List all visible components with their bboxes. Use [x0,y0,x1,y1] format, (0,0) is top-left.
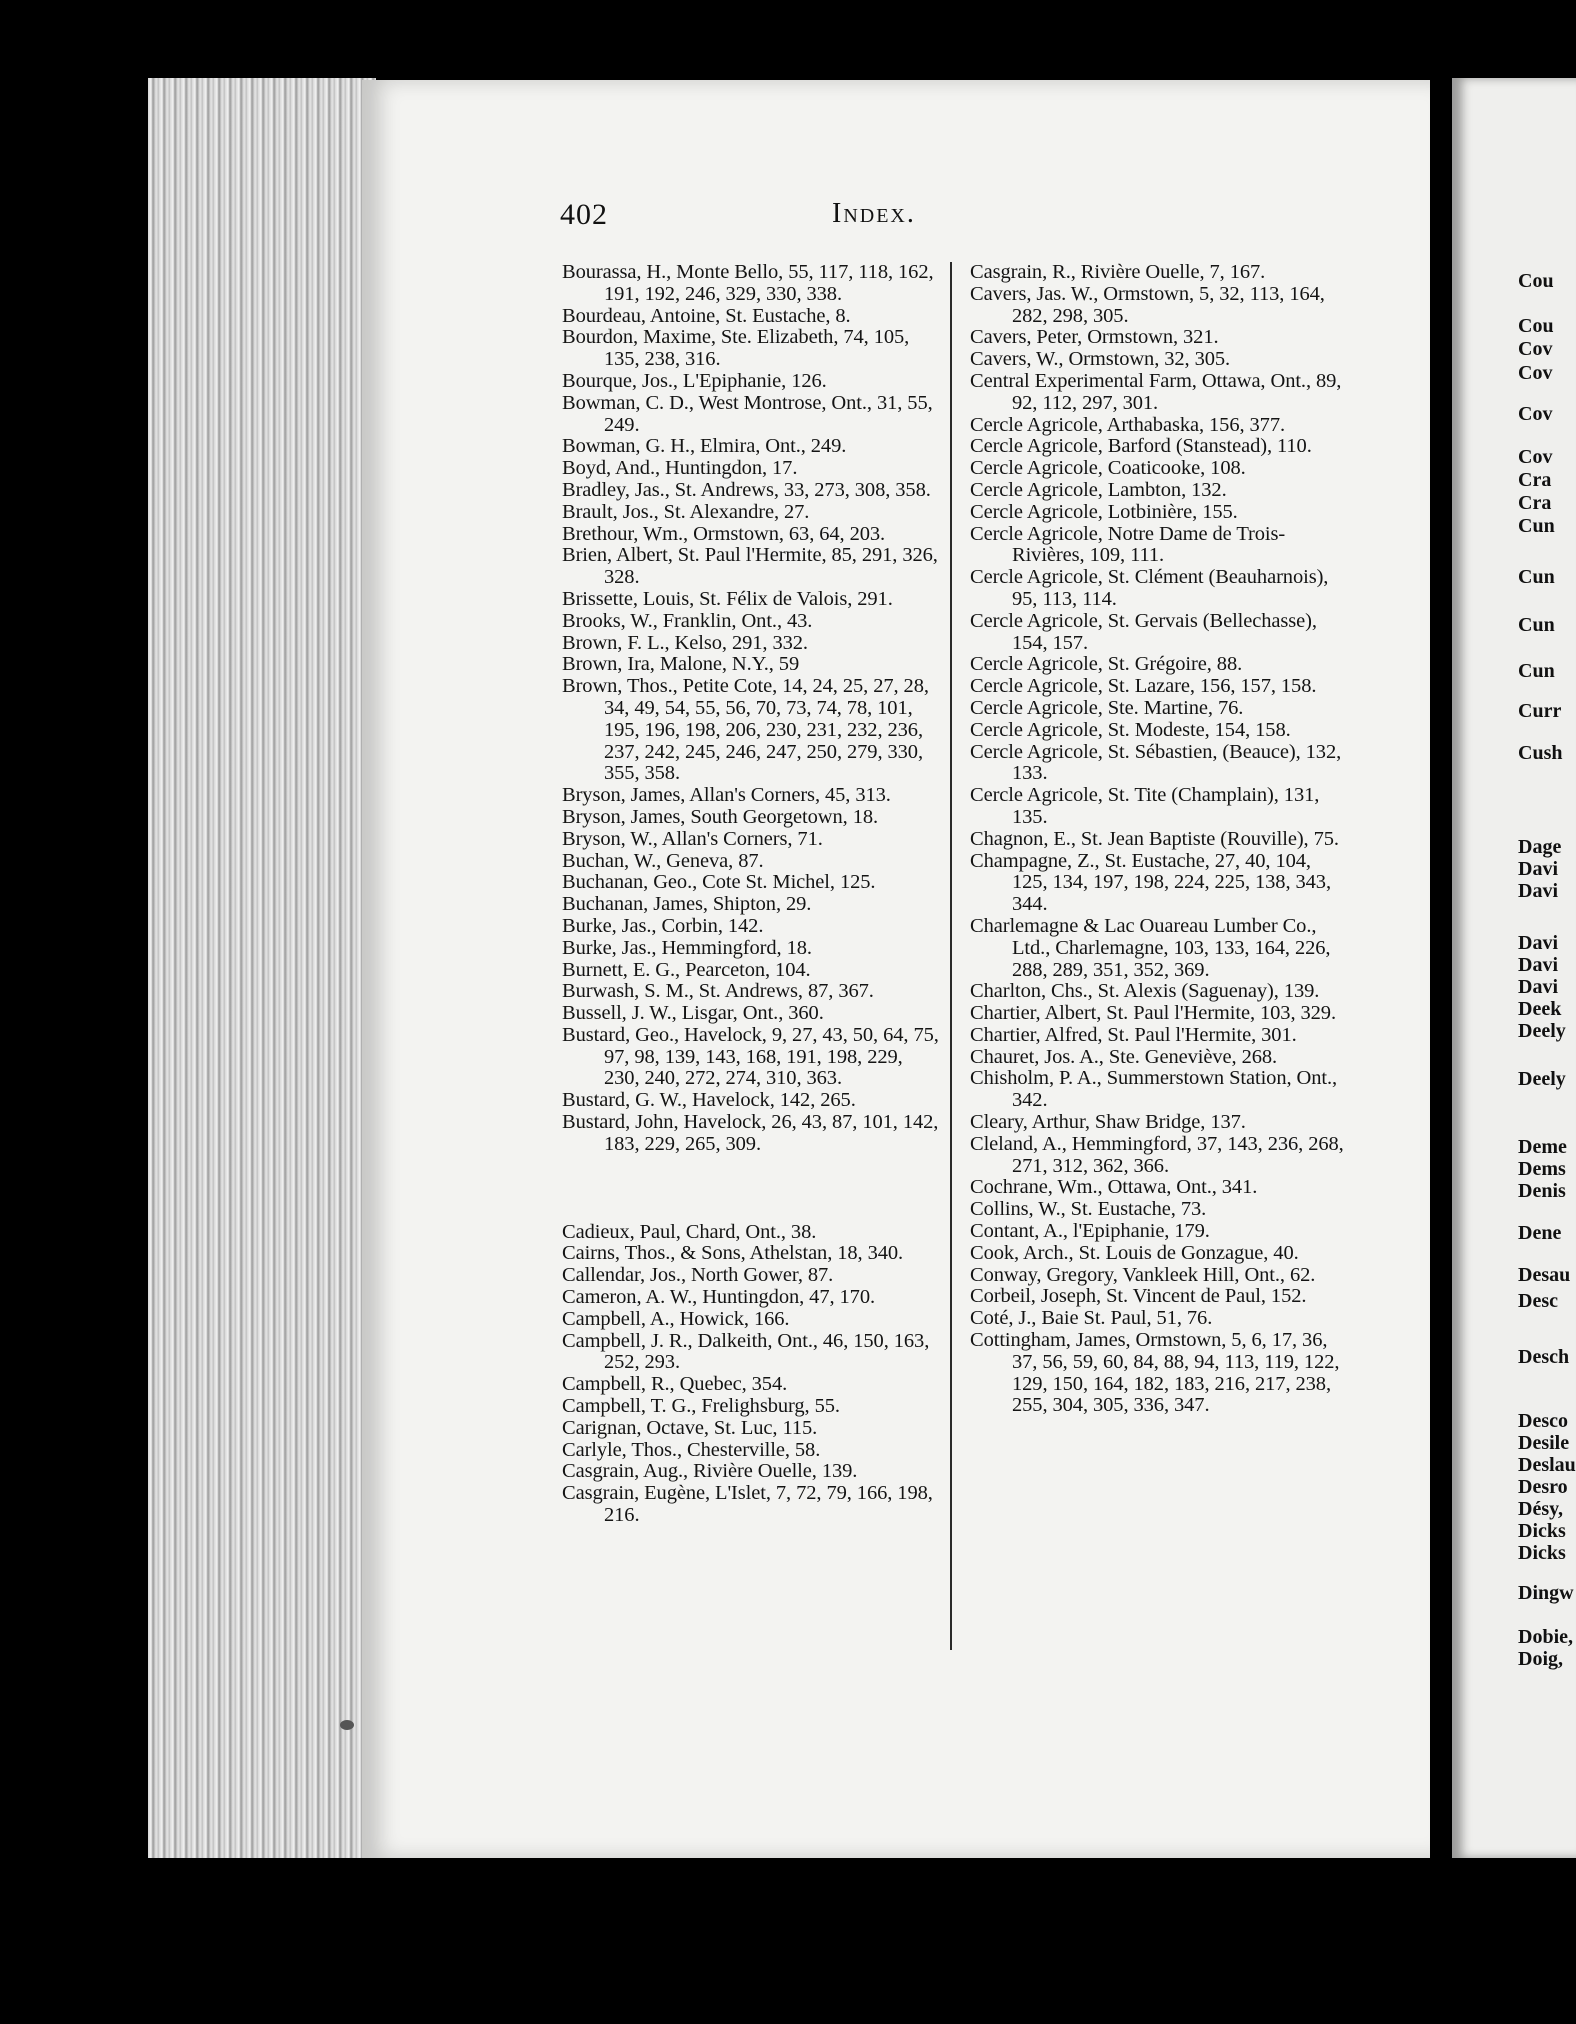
index-entry: Burke, Jas., Corbin, 142. [562,914,764,937]
adjacent-page-fragment: Cra [1518,469,1552,491]
index-entry: Casgrain, Aug., Rivière Ouelle, 139. [562,1460,858,1483]
adjacent-page-fragment: Desro [1518,1476,1568,1498]
adjacent-page-fragment: Cov [1518,338,1553,360]
index-entry: Cochrane, Wm., Ottawa, Ont., 341. [970,1176,1258,1199]
adjacent-page-fragment: Davi [1518,880,1558,902]
index-entry: Conway, Gregory, Vankleek Hill, Ont., 62. [970,1263,1316,1286]
index-entry: Charlemagne & Lac Ouareau Lumber Co., Ltd., Charlemagne, 103, 133, 164, 226, 288, 289, 351, 352, 369. [970,914,1331,981]
index-entry: Bryson, James, South Georgetown, 18. [562,805,879,828]
index-entry: Collins, W., St. Eustache, 73. [970,1198,1207,1221]
index-entry: Bourque, Jos., L'Epiphanie, 126. [562,369,827,392]
index-entry: Brissette, Louis, St. Félix de Valois, 291. [562,587,893,610]
index-entry: Cercle Agricole, St. Gervais (Bellechasse), 154, 157. [970,609,1317,654]
index-entry: Cercle Agricole, Lambton, 132. [970,478,1227,501]
adjacent-page-fragment: Davi [1518,932,1558,954]
adjacent-page-fragment: Deme [1518,1136,1567,1158]
adjacent-page-fragment: Desch [1518,1346,1570,1368]
index-entry: Bourdeau, Antoine, St. Eustache, 8. [562,304,851,327]
adjacent-page-fragment: Cun [1518,614,1555,636]
adjacent-page-fragment: Dicks [1518,1542,1566,1564]
index-entry: Coté, J., Baie St. Paul, 51, 76. [970,1307,1213,1330]
index-entry: Cottingham, James, Ormstown, 5, 6, 17, 36, 37, 56, 59, 60, 84, 88, 94, 113, 119, 122, 129, 150, 164, 182, 183, 216, 217, 238, 255, 304, 305, 336, 347. [970,1329,1340,1417]
adjacent-page-fragment: Desc [1518,1290,1558,1312]
page-title: Index. [832,198,916,229]
adjacent-page-fragment: Davi [1518,976,1558,998]
index-entry: Cleland, A., Hemmingford, 37, 143, 236, 268, 271, 312, 362, 366. [970,1132,1344,1177]
index-entry: Cercle Agricole, Ste. Martine, 76. [970,696,1244,719]
index-entry: Bryson, James, Allan's Corners, 45, 313. [562,784,891,807]
index-entry: Cook, Arch., St. Louis de Gonzague, 40. [970,1241,1299,1264]
adjacent-page-fragment: Desco [1518,1410,1568,1432]
index-entry: Cercle Agricole, St. Grégoire, 88. [970,653,1243,676]
index-entry: Casgrain, Eugène, L'Islet, 7, 72, 79, 166, 198, 216. [562,1482,933,1527]
index-entry: Cairns, Thos., & Sons, Athelstan, 18, 340. [562,1242,904,1265]
index-entry: Charlton, Chs., St. Alexis (Saguenay), 139. [970,980,1320,1003]
adjacent-page-fragment: Cun [1518,566,1555,588]
index-entry: Cercle Agricole, Arthabaska, 156, 377. [970,413,1286,436]
book-page-edges [148,78,376,1858]
index-entry: Bustard, G. W., Havelock, 142, 265. [562,1089,856,1112]
adjacent-page-fragment: Davi [1518,858,1558,880]
adjacent-page-fragment: Cun [1518,515,1555,537]
index-entry: Brooks, W., Franklin, Ont., 43. [562,609,813,632]
index-entry: Burnett, E. G., Pearceton, 104. [562,958,811,981]
index-entry: Cavers, Peter, Ormstown, 321. [970,326,1219,349]
index-entry: Chartier, Albert, St. Paul l'Hermite, 103, 329. [970,1002,1336,1025]
adjacent-page-fragment: Desau [1518,1264,1571,1286]
adjacent-page-fragment: Désy, [1518,1498,1563,1520]
adjacent-page-fragment: Cush [1518,742,1563,764]
adjacent-page-fragment: Doig, [1518,1648,1563,1670]
index-entry: Campbell, J. R., Dalkeith, Ont., 46, 150, 163, 252, 293. [562,1329,930,1374]
page-number: 402 [560,198,608,231]
index-entry: Cavers, Jas. W., Ormstown, 5, 32, 113, 164, 282, 298, 305. [970,282,1325,327]
index-entry: Carlyle, Thos., Chesterville, 58. [562,1438,821,1461]
index-column-right [970,262,1350,1417]
index-entry: Corbeil, Joseph, St. Vincent de Paul, 152. [970,1285,1307,1308]
index-entry: Chauret, Jos. A., Ste. Geneviève, 268. [970,1045,1278,1068]
index-entry: Cercle Agricole, Coaticooke, 108. [970,457,1246,480]
adjacent-page-fragment: Cou [1518,270,1554,292]
adjacent-page-fragment: Dicks [1518,1520,1566,1542]
index-entry: Campbell, A., Howick, 166. [562,1307,790,1330]
index-entry: Buchan, W., Geneva, 87. [562,849,764,872]
index-entry: Cercle Agricole, Notre Dame de Trois-Rivières, 109, 111. [970,522,1286,567]
index-entry: Bustard, Geo., Havelock, 9, 27, 43, 50, 64, 75, 97, 98, 139, 143, 168, 191, 198, 229, 230, 240, 272, 274, 310, 363. [562,1023,939,1090]
index-entry: Casgrain, R., Rivière Ouelle, 7, 167. [970,261,1266,283]
page-stain [340,1720,354,1730]
index-entry: Cadieux, Paul, Chard, Ont., 38. [562,1220,817,1243]
index-entry: Brown, Thos., Petite Cote, 14, 24, 25, 27, 28, 34, 49, 54, 55, 56, 70, 73, 74, 78, 101, 195, 196, 198, 206, 230, 231, 232, 236, 237, 242, 245, 246, 247, 250, 279, 330, 355, 358. [562,675,929,785]
index-entry: Contant, A., l'Epiphanie, 179. [970,1220,1210,1243]
adjacent-page-fragment: Dobie, [1518,1626,1573,1648]
adjacent-page-fragment: Cou [1518,315,1554,337]
index-entry: Callendar, Jos., North Gower, 87. [562,1264,834,1287]
index-entry: Cercle Agricole, St. Sébastien, (Beauce), 132, 133. [970,740,1342,785]
index-entry: Cercle Agricole, St. Clément (Beauharnois), 95, 113, 114. [970,566,1329,610]
adjacent-page-fragment: Dingw [1518,1582,1574,1604]
letter-group-gap [562,1156,942,1222]
index-entry: Cercle Agricole, St. Modeste, 154, 158. [970,718,1291,741]
index-entry: Cercle Agricole, Lotbinière, 155. [970,500,1238,523]
adjacent-page-fragment: Cov [1518,446,1553,468]
column-divider [950,262,952,1650]
index-column-left [562,262,942,1527]
adjacent-page-fragment: Dems [1518,1158,1566,1180]
index-entry: Campbell, T. G., Frelighsburg, 55. [562,1395,840,1418]
adjacent-page-fragment: Dene [1518,1222,1562,1244]
index-entry: Bustard, John, Havelock, 26, 43, 87, 101, 142, 183, 229, 265, 309. [562,1111,939,1155]
adjacent-page-fragment: Dage [1518,836,1562,858]
index-entry: Buchanan, Geo., Cote St. Michel, 125. [562,871,876,894]
index-entry: Brown, F. L., Kelso, 291, 332. [562,631,808,654]
index-entry: Buchanan, James, Shipton, 29. [562,893,812,916]
adjacent-page-fragment: Cov [1518,403,1553,425]
adjacent-page-fragment: Cun [1518,660,1555,682]
adjacent-page-fragment: Deely [1518,1068,1566,1090]
index-entry: Cercle Agricole, St. Tite (Champlain), 131, 135. [970,784,1320,828]
index-entry: Boyd, And., Huntingdon, 17. [562,457,798,480]
index-entry: Burwash, S. M., St. Andrews, 87, 367. [562,980,874,1003]
page-header [560,198,1140,258]
adjacent-page-fragment: Deek [1518,998,1562,1020]
index-entry: Cercle Agricole, St. Lazare, 156, 157, 158. [970,675,1317,698]
index-entry: Brethour, Wm., Ormstown, 63, 64, 203. [562,522,886,545]
adjacent-page-fragment: Davi [1518,954,1558,976]
index-entry: Bourassa, H., Monte Bello, 55, 117, 118, 162, 191, 192, 246, 329, 330, 338. [562,261,934,305]
index-entry: Brien, Albert, St. Paul l'Hermite, 85, 291, 326, 328. [562,544,938,589]
index-entry: Bourdon, Maxime, Ste. Elizabeth, 74, 105, 135, 238, 316. [562,326,910,371]
adjacent-page-fragment: Deslau [1518,1454,1576,1476]
adjacent-page-fragment: Desile [1518,1432,1570,1454]
index-entry: Bowman, G. H., Elmira, Ont., 249. [562,435,847,458]
index-entry: Bradley, Jas., St. Andrews, 33, 273, 308, 358. [562,478,931,501]
index-entry: Brown, Ira, Malone, N.Y., 59 [562,653,800,676]
index-entry: Cleary, Arthur, Shaw Bridge, 137. [970,1111,1246,1134]
index-entry: Champagne, Z., St. Eustache, 27, 40, 104, 125, 134, 197, 198, 224, 225, 138, 343, 344. [970,849,1331,916]
index-entry: Chagnon, E., St. Jean Baptiste (Rouville), 75. [970,827,1339,850]
index-entry: Bussell, J. W., Lisgar, Ont., 360. [562,1002,824,1025]
index-entry: Burke, Jas., Hemmingford, 18. [562,936,812,959]
adjacent-page-fragment: Cov [1518,362,1553,384]
index-entry: Cercle Agricole, Barford (Stanstead), 110. [970,435,1312,458]
index-entry: Bowman, C. D., West Montrose, Ont., 31, 55, 249. [562,391,933,436]
index-entry: Bryson, W., Allan's Corners, 71. [562,827,823,850]
index-entry: Cameron, A. W., Huntingdon, 47, 170. [562,1286,876,1309]
index-entry: Campbell, R., Quebec, 354. [562,1373,788,1396]
index-entry: Carignan, Octave, St. Luc, 115. [562,1416,818,1439]
index-entry: Chisholm, P. A., Summerstown Station, Ont., 342. [970,1067,1338,1112]
adjacent-page-fragment: Cra [1518,492,1552,514]
index-entry: Brault, Jos., St. Alexandre, 27. [562,500,810,523]
index-page [362,80,1430,1858]
index-entry: Central Experimental Farm, Ottawa, Ont., 89, 92, 112, 297, 301. [970,369,1342,414]
adjacent-page-fragment: Deely [1518,1020,1566,1042]
index-entry: Chartier, Alfred, St. Paul l'Hermite, 301. [970,1023,1297,1046]
adjacent-page-fragment: Denis [1518,1180,1566,1202]
index-entry: Cavers, W., Ormstown, 32, 305. [970,348,1231,371]
adjacent-page-fragment: Curr [1518,700,1562,722]
